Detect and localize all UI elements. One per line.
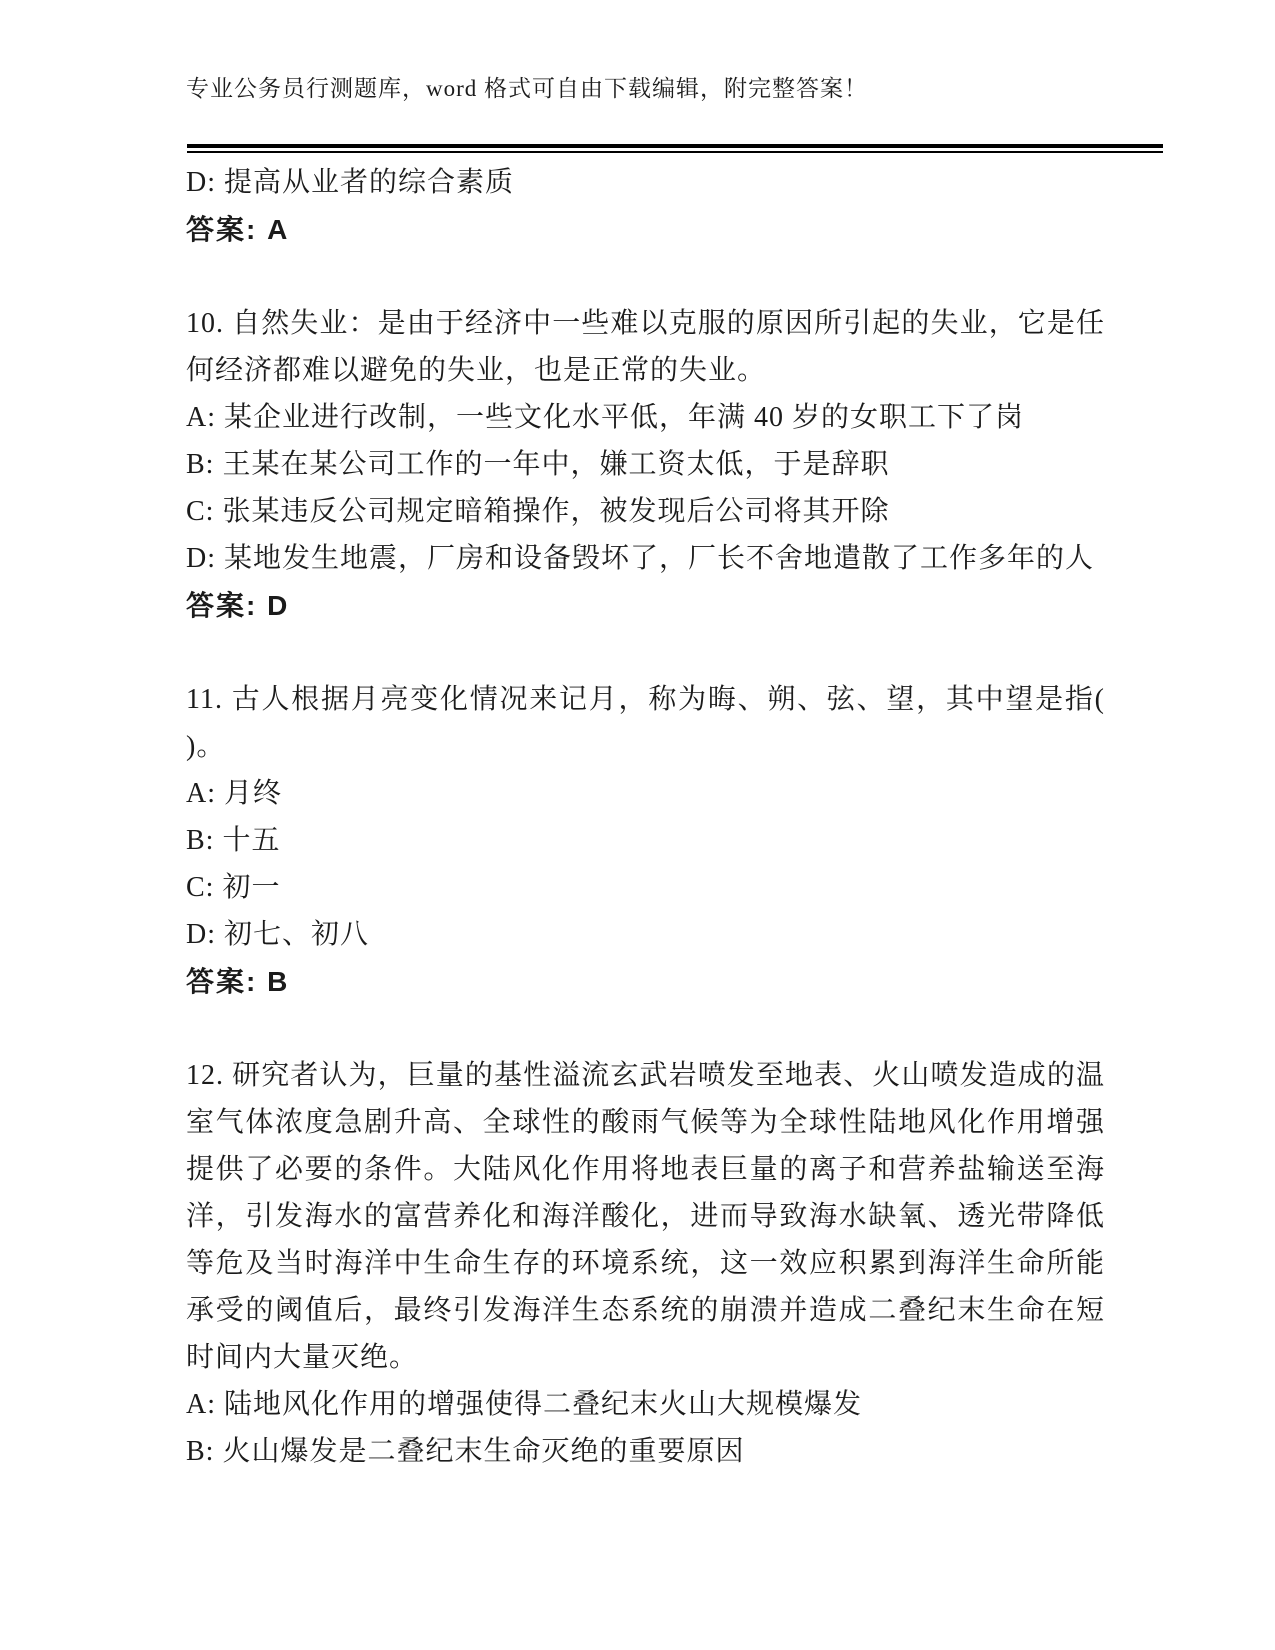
- q9-answer: 答案: A: [186, 214, 290, 245]
- q11-question: 11. 古人根据月亮变化情况来记月，称为晦、朔、弦、望，其中望是指( )。: [186, 684, 1105, 762]
- page-header: [186, 70, 1163, 103]
- q12-question: 12. 研究者认为，巨量的基性溢流玄武岩喷发至地表、火山喷发造成的温室气体浓度急剧升高、全球性的酸雨气候等为全球性陆地风化作用增强提供了必要的条件。大陆风化作用将地表巨量的离子和营养盐输送至海洋，引发海水的富营养化和海洋酸化，进而导致海水缺氧、透光带降低等危及当时海洋中生命生存的环境系统，这一效应积累到海洋生命所能承受的阈值后，最终引发海洋生态系统的崩溃并造成二叠纪末生命在短时间内大量灭绝。: [186, 1060, 1105, 1373]
- document-body: [186, 159, 1105, 1475]
- q11-answer: 答案: B: [186, 966, 290, 997]
- q11-option-d: D: 初七、初八: [186, 919, 370, 950]
- header-divider: [187, 144, 1163, 153]
- q10-option-b: B: 王某在某公司工作的一年中，嫌工资太低，于是辞职: [186, 449, 890, 480]
- q12-option-a: A: 陆地风化作用的增强使得二叠纪末火山大规模爆发: [186, 1389, 863, 1420]
- q11-option-a: A: 月终: [186, 778, 283, 809]
- q10-option-c: C: 张某违反公司规定暗箱操作，被发现后公司将其开除: [186, 496, 890, 527]
- q10-question: 10. 自然失业：是由于经济中一些难以克服的原因所引起的失业，它是任何经济都难以避免的失业，也是正常的失业。: [186, 308, 1105, 386]
- q10-option-a: A: 某企业进行改制，一些文化水平低，年满 40 岁的女职工下了岗: [186, 402, 1025, 433]
- q10-answer: 答案: D: [186, 590, 290, 621]
- q11-option-b: B: 十五: [186, 825, 281, 856]
- q9-option-d: D: 提高从业者的综合素质: [186, 167, 515, 198]
- page-header-text: 专业公务员行测题库，word 格式可自由下载编辑，附完整答案！: [186, 76, 869, 101]
- q12-option-b: B: 火山爆发是二叠纪末生命灭绝的重要原因: [186, 1436, 745, 1467]
- q10-option-d: D: 某地发生地震，厂房和设备毁坏了，厂长不舍地遣散了工作多年的人: [186, 543, 1095, 574]
- q11-option-c: C: 初一: [186, 872, 281, 903]
